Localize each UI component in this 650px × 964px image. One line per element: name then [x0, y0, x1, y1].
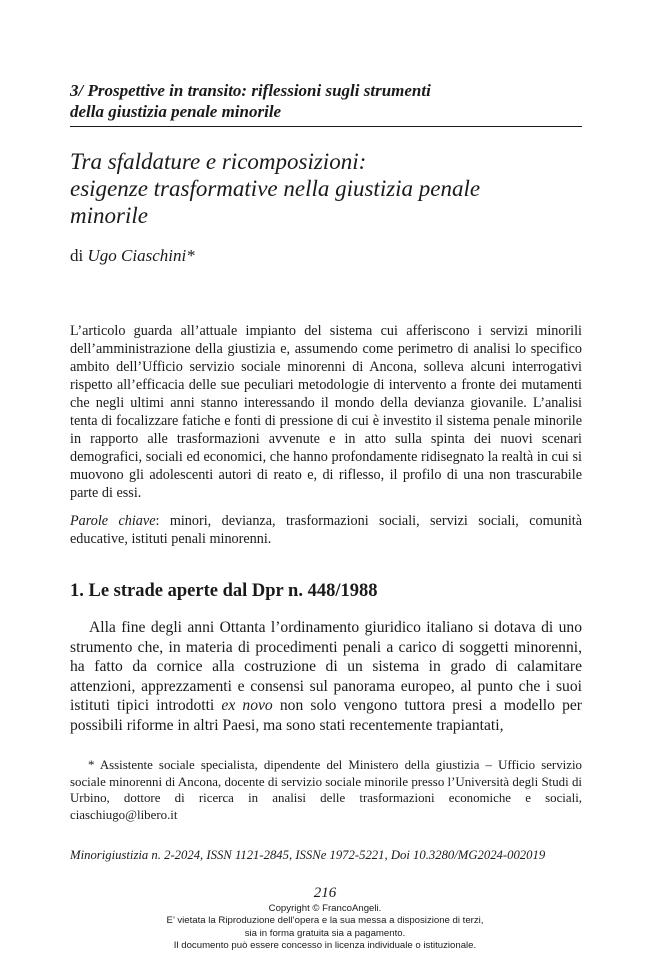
keywords-text: : minori, devianza, trasformazioni sociali, servizi sociali, comunità educative, istituti penali minorenni. — [70, 513, 583, 547]
copyright-line-3: sia in forma gratuita sia a pagamento. — [244, 927, 406, 939]
keywords-label: Parole chiave — [70, 513, 156, 529]
article-title-line-1: Tra sfaldature e ricomposizioni: — [70, 149, 367, 174]
article-title-line-3: minorile — [70, 203, 148, 228]
section-divider — [70, 126, 582, 127]
page-number: 216 — [313, 885, 337, 901]
section-header-line-2: della giustizia penale minorile — [70, 102, 282, 121]
byline-prefix: di — [70, 246, 88, 265]
body-paragraph — [70, 618, 582, 735]
body-text-part-2: non solo vengono tuttora presi a modello per possibili riforme in altri Paesi, ma sono stati recentemente trapiantati, — [70, 697, 582, 734]
byline — [70, 245, 195, 267]
body-text-emphasis: ex novo — [221, 697, 273, 714]
article-title-line-2: esigenze trasformative nella giustizia penale — [70, 176, 481, 201]
section-header-line-1: 3/ Prospettive in transito: riflessioni sugli strumenti — [70, 81, 431, 100]
section-heading: 1. Le strade aperte dal Dpr n. 448/1988 — [70, 581, 378, 601]
copyright-line-2: E’ vietata la Riproduzione dell’opera e la sua messa a disposizione di terzi, — [166, 915, 484, 927]
article-title — [70, 148, 582, 229]
author-name: Ugo Ciaschini* — [87, 246, 195, 265]
journal-citation: Minorigiustizia n. 2-2024, ISSN 1121-2845, ISSNe 1972-5221, Doi 10.3280/MG2024-002019 — [70, 848, 546, 862]
copyright-line-4: Il documento può essere concesso in licenza individuale o istituzionale. — [173, 939, 477, 951]
section-header — [70, 80, 582, 122]
body-text-part-1: Alla fine degli anni Ottanta l’ordinamento giuridico italiano si dotava di uno strumento che, in materia di procedimenti penali a carico di soggetti minorenni, ha fatto da cornice alla costruzione di un sistema in grado di calamitare attenzioni, apprezzamenti e consensi sul panorama europeo, al punto che i suoi istituti tipici introdotti — [70, 619, 582, 714]
copyright-line-1: Copyright © FrancoAngeli. — [268, 903, 382, 914]
author-footnote: * Assistente sociale specialista, dipendente del Ministero della giustizia – Ufficio servizio sociale minorenni di Ancona, docente di servizio sociale minorile presso l’Università degli Studi di Urbino, dottore di ricerca in analisi delle trasformazioni economiche e sociali, ciaschiugo@libero.it — [70, 758, 582, 822]
abstract: L’articolo guarda all’attuale impianto del sistema cui afferiscono i servizi minorili dell’amministrazione della giustizia e, assumendo come perimetro di analisi lo specifico ambito dell’Ufficio servizio sociale minorenni di Ancona, solleva alcuni interrogativi rispetto all’efficacia delle sue peculiari metodologie di intervento a fronte dei mutamenti che negli ultimi anni stanno interessando il mondo della devianza giovanile. L’analisi tenta di focalizzare fatiche e fonti di pressione di cui è investito il sistema penale minorile in rapporto alle trasformazioni avvenute e in atto sulla spinta dei nuovi scenari demografici, sociali ed economici, che hanno profondamente ridisegnato la realtà in cui si muovono gli adolescenti autori di reato e, di riflesso, il profilo di una non trascurabile parte di essi. — [70, 323, 582, 501]
copyright-notice — [0, 903, 650, 952]
keywords — [70, 512, 582, 548]
